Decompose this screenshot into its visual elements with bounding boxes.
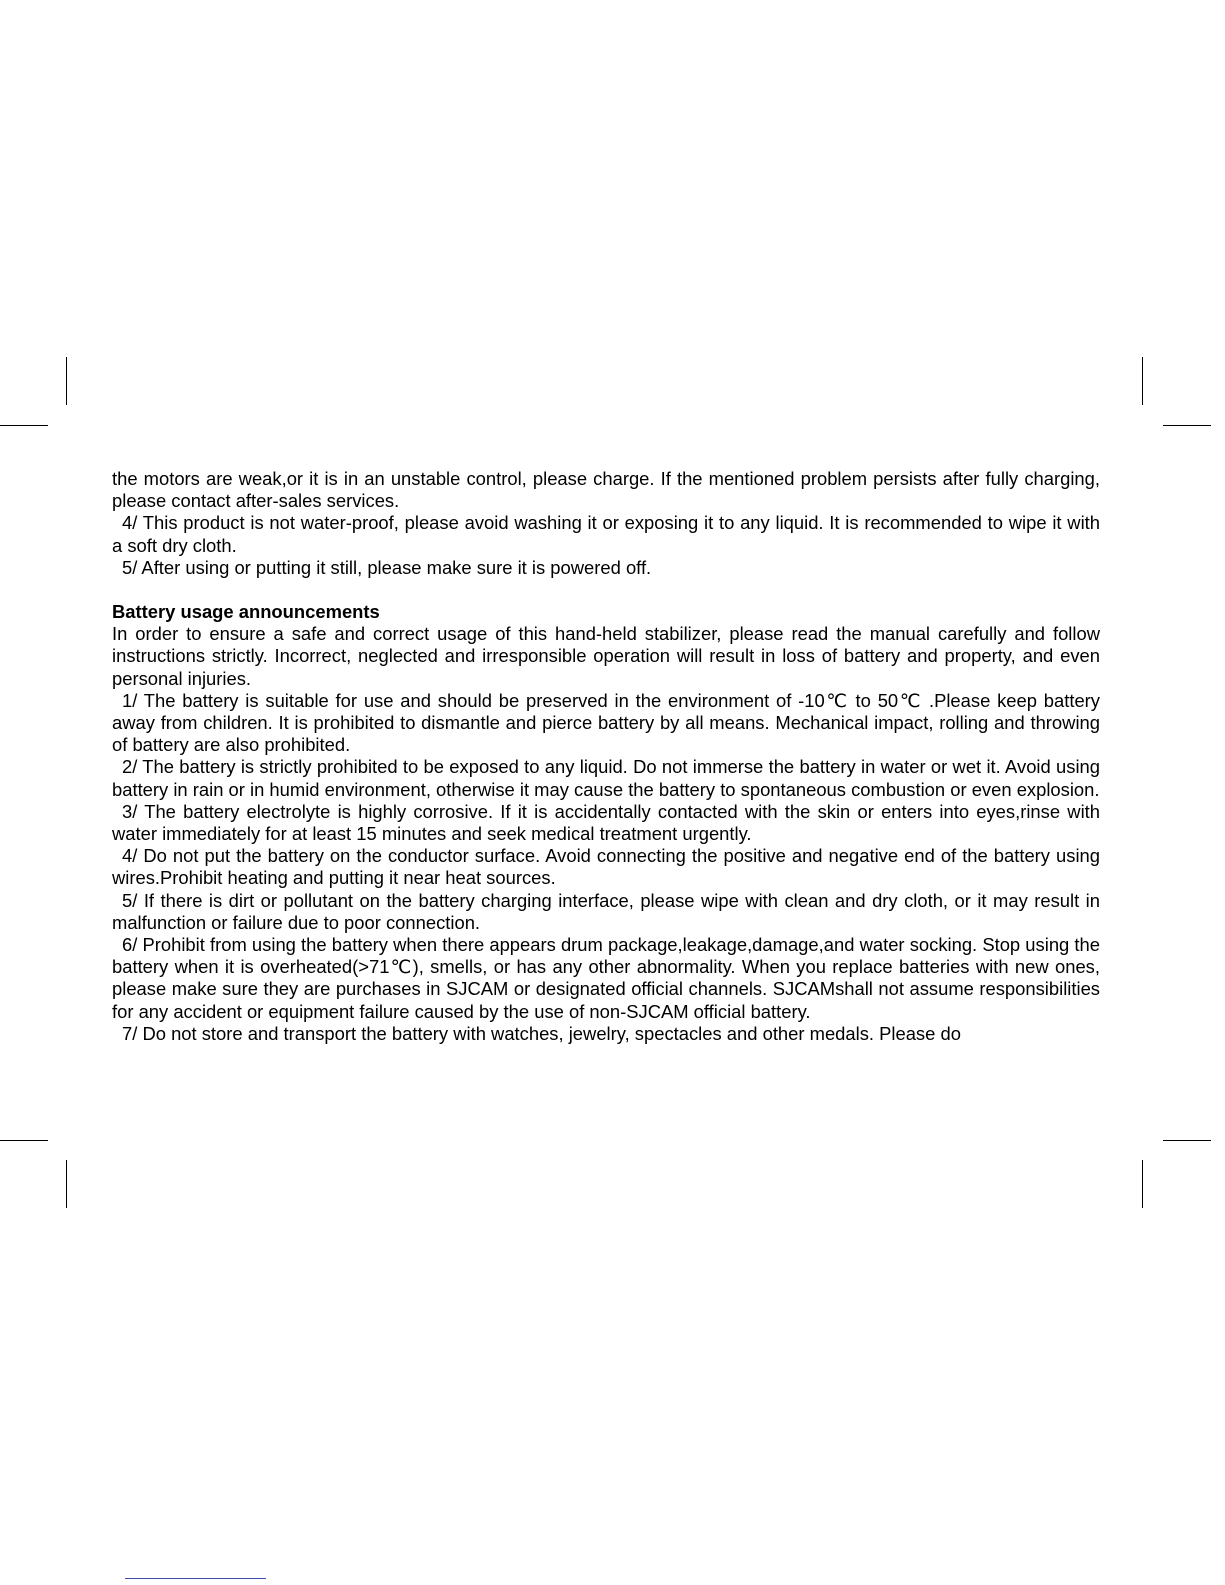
battery-item-4: 4/ Do not put the battery on the conductor surface. Avoid connecting the positive and negative end of the battery using wires.Prohibit heating and putting it near heat sources. <box>112 845 1100 889</box>
paragraph-spacer <box>112 579 1100 601</box>
crop-mark-top-right-vertical <box>1142 357 1143 405</box>
crop-mark-top-right-horizontal <box>1163 425 1211 426</box>
crop-mark-top-left-vertical <box>66 357 67 405</box>
battery-item-3: 3/ The battery electrolyte is highly corrosive. If it is accidentally contacted with the skin or enters into eyes,rinse with water immediately for at least 15 minutes and seek medical treatment urgently. <box>112 800 1100 845</box>
document-body <box>112 468 1100 1045</box>
crop-mark-bottom-left-horizontal <box>0 1140 48 1141</box>
footer-rule <box>125 1578 266 1579</box>
paragraph-item-4: 4/ This product is not water-proof, please avoid washing it or exposing it to any liquid. It is recommended to wipe it with a soft dry cloth. <box>112 512 1100 556</box>
crop-mark-bottom-left-vertical <box>66 1160 67 1208</box>
section-heading: Battery usage announcements <box>112 601 380 623</box>
crop-mark-bottom-right-vertical <box>1142 1160 1143 1208</box>
battery-item-1: 1/ The battery is suitable for use and should be preserved in the environment of -10℃ to 50℃ .Please keep battery away from children. It is prohibited to dismantle and pierce battery by all means. Mechanical impact, rolling and throwing of battery are also prohibited. <box>112 689 1100 756</box>
battery-item-7: 7/ Do not store and transport the battery with watches, jewelry, spectacles and other medals. Please do <box>122 1022 961 1044</box>
battery-item-5: 5/ If there is dirt or pollutant on the battery charging interface, please wipe with clean and dry cloth, or it may result in malfunction or failure due to poor connection. <box>112 889 1100 933</box>
paragraph-item-5: 5/ After using or putting it still, please make sure it is powered off. <box>122 556 652 578</box>
crop-mark-bottom-right-horizontal <box>1163 1140 1211 1141</box>
battery-item-6: 6/ Prohibit from using the battery when there appears drum package,leakage,damage,and water socking. Stop using the battery when it is overheated(>71℃), smells, or has any other abnormality. When you replace batteries with new ones, please make sure they are purchases in SJCAM or designated official channels. SJCAMshall not assume responsibilities for any accident or equipment failure caused by the use of non-SJCAM official battery. <box>112 934 1100 1022</box>
battery-item-2: 2/ The battery is strictly prohibited to be exposed to any liquid. Do not immerse the battery in water or wet it. Avoid using battery in rain or in humid environment, otherwise it may cause the battery to spontaneous combustion or even explosion. <box>112 756 1100 800</box>
section-intro: In order to ensure a safe and correct usage of this hand-held stabilizer, please read the manual carefully and follow instructions strictly. Incorrect, neglected and irresponsible operation will result in loss of battery and property, and even personal injuries. <box>112 623 1100 689</box>
paragraph-continued: the motors are weak,or it is in an unstable control, please charge. If the mentioned problem persists after fully charging, please contact after-sales services. <box>112 468 1100 512</box>
crop-mark-top-left-horizontal <box>0 425 48 426</box>
